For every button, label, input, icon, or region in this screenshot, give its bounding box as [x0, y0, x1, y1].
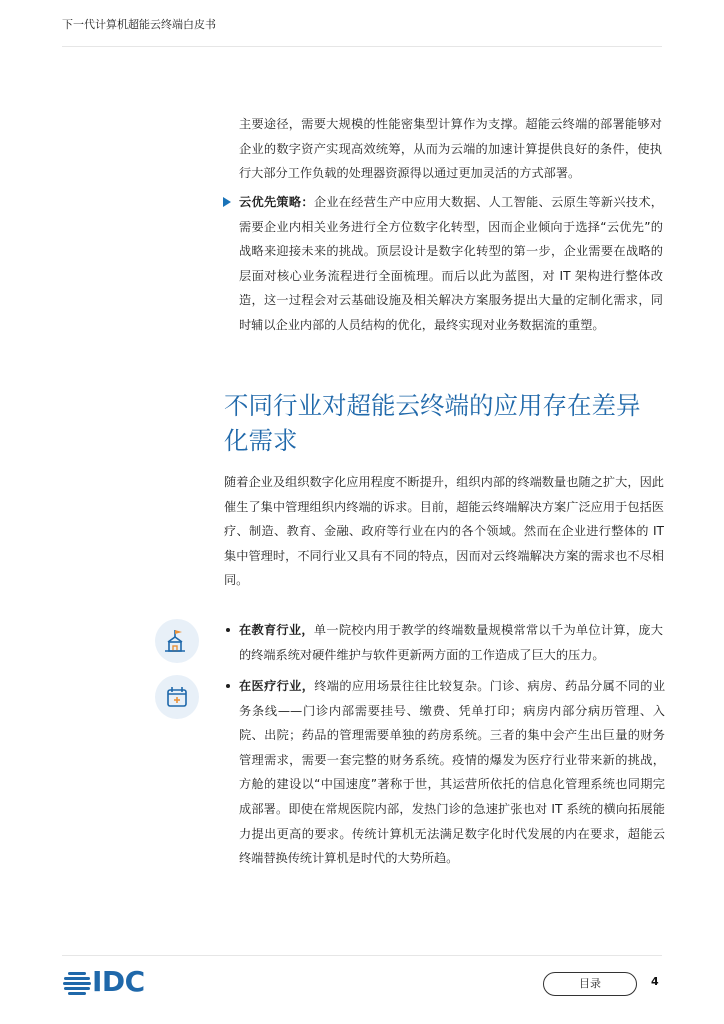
school-icon	[155, 619, 199, 663]
medical-label: 在医疗行业，	[239, 679, 315, 693]
medical-text: 终端的应用场景往往比较复杂。门诊、病房、药品分属不同的业务条线——门诊内部需要挂号、缴费、凭单打印；病房内部分病历管理、入院、出院；药品的管理需要单独的药房系统。三者的集中会产生出巨量的财务管理需求，需要一套完整的财务系统。疫情的爆发为医疗行业带来新的挑战，方舱的建设以“中国速度”著称于世，其运营所依托的信息化管理系统也同期完成部署。即使在常规医院内部，发热门诊的急速扩张也对 IT 系统的横向拓展能力提出更高的要求。传统计算机无法满足数字化时代发展的内在要求，超能云终端替换传统计算机是时代的大势所趋。	[239, 679, 666, 866]
footer-divider	[62, 955, 662, 956]
idc-globe-icon	[62, 968, 92, 998]
medical-bullet	[239, 674, 665, 871]
idc-logo	[62, 965, 154, 998]
cloud-first-label: 云优先策略：	[239, 195, 314, 209]
triangle-bullet-icon	[223, 197, 231, 207]
bullet-dot-icon	[226, 684, 230, 688]
bullet-dot-icon	[226, 628, 230, 632]
toc-button[interactable]: 目录	[543, 972, 637, 996]
cloud-first-paragraph	[239, 190, 663, 338]
cloud-first-text: 企业在经营生产中应用大数据、人工智能、云原生等新兴技术，需要企业内相关业务进行全方位数字化转型，因而企业倾向于选择“云优先”的战略来迎接未来的挑战。顶层设计是数字化转型的第一步，企业需要在战略的层面对核心业务流程进行全面梳理。而后以此为蓝图，对 IT 架构进行整体改造，这一过程会对云基础设施及相关解决方案服务提出大量的定制化需求，同时辅以企业内部的人员结构的优化，最终实现对业务数据流的重塑。	[239, 195, 663, 332]
idc-logo-text: IDC	[92, 965, 145, 998]
education-bullet	[239, 618, 663, 667]
running-header-title: 下一代计算机超能云终端白皮书	[62, 18, 216, 31]
page-number: 4	[651, 975, 659, 988]
education-label: 在教育行业，	[239, 623, 314, 637]
header-divider	[62, 46, 662, 47]
section-body-paragraph: 随着企业及组织数字化应用程度不断提升，组织内部的终端数量也随之扩大，因此催生了集中管理组织内终端的诉求。目前，超能云终端解决方案广泛应用于包括医疗、制造、教育、金融、政府等行业在内的各个领域。然而在企业进行整体的 IT 集中管理时，不同行业又具有不同的特点，因而对云终端解决方案的需求也不尽相同。	[224, 475, 664, 588]
section-title: 不同行业对超能云终端的应用存在差异化需求	[224, 391, 641, 455]
education-text: 单一院校内用于教学的终端数量规模常常以千为单位计算，庞大的终端系统对硬件维护与软件更新两方面的工作造成了巨大的压力。	[239, 623, 663, 662]
medical-calendar-icon	[155, 675, 199, 719]
intro-paragraph: 主要途径，需要大规模的性能密集型计算作为支撑。超能云终端的部署能够对企业的数字资产实现高效统筹，从而为云端的加速计算提供良好的条件，使执行大部分工作负载的处理器资源得以通过更加灵活的方式部署。	[239, 117, 662, 181]
